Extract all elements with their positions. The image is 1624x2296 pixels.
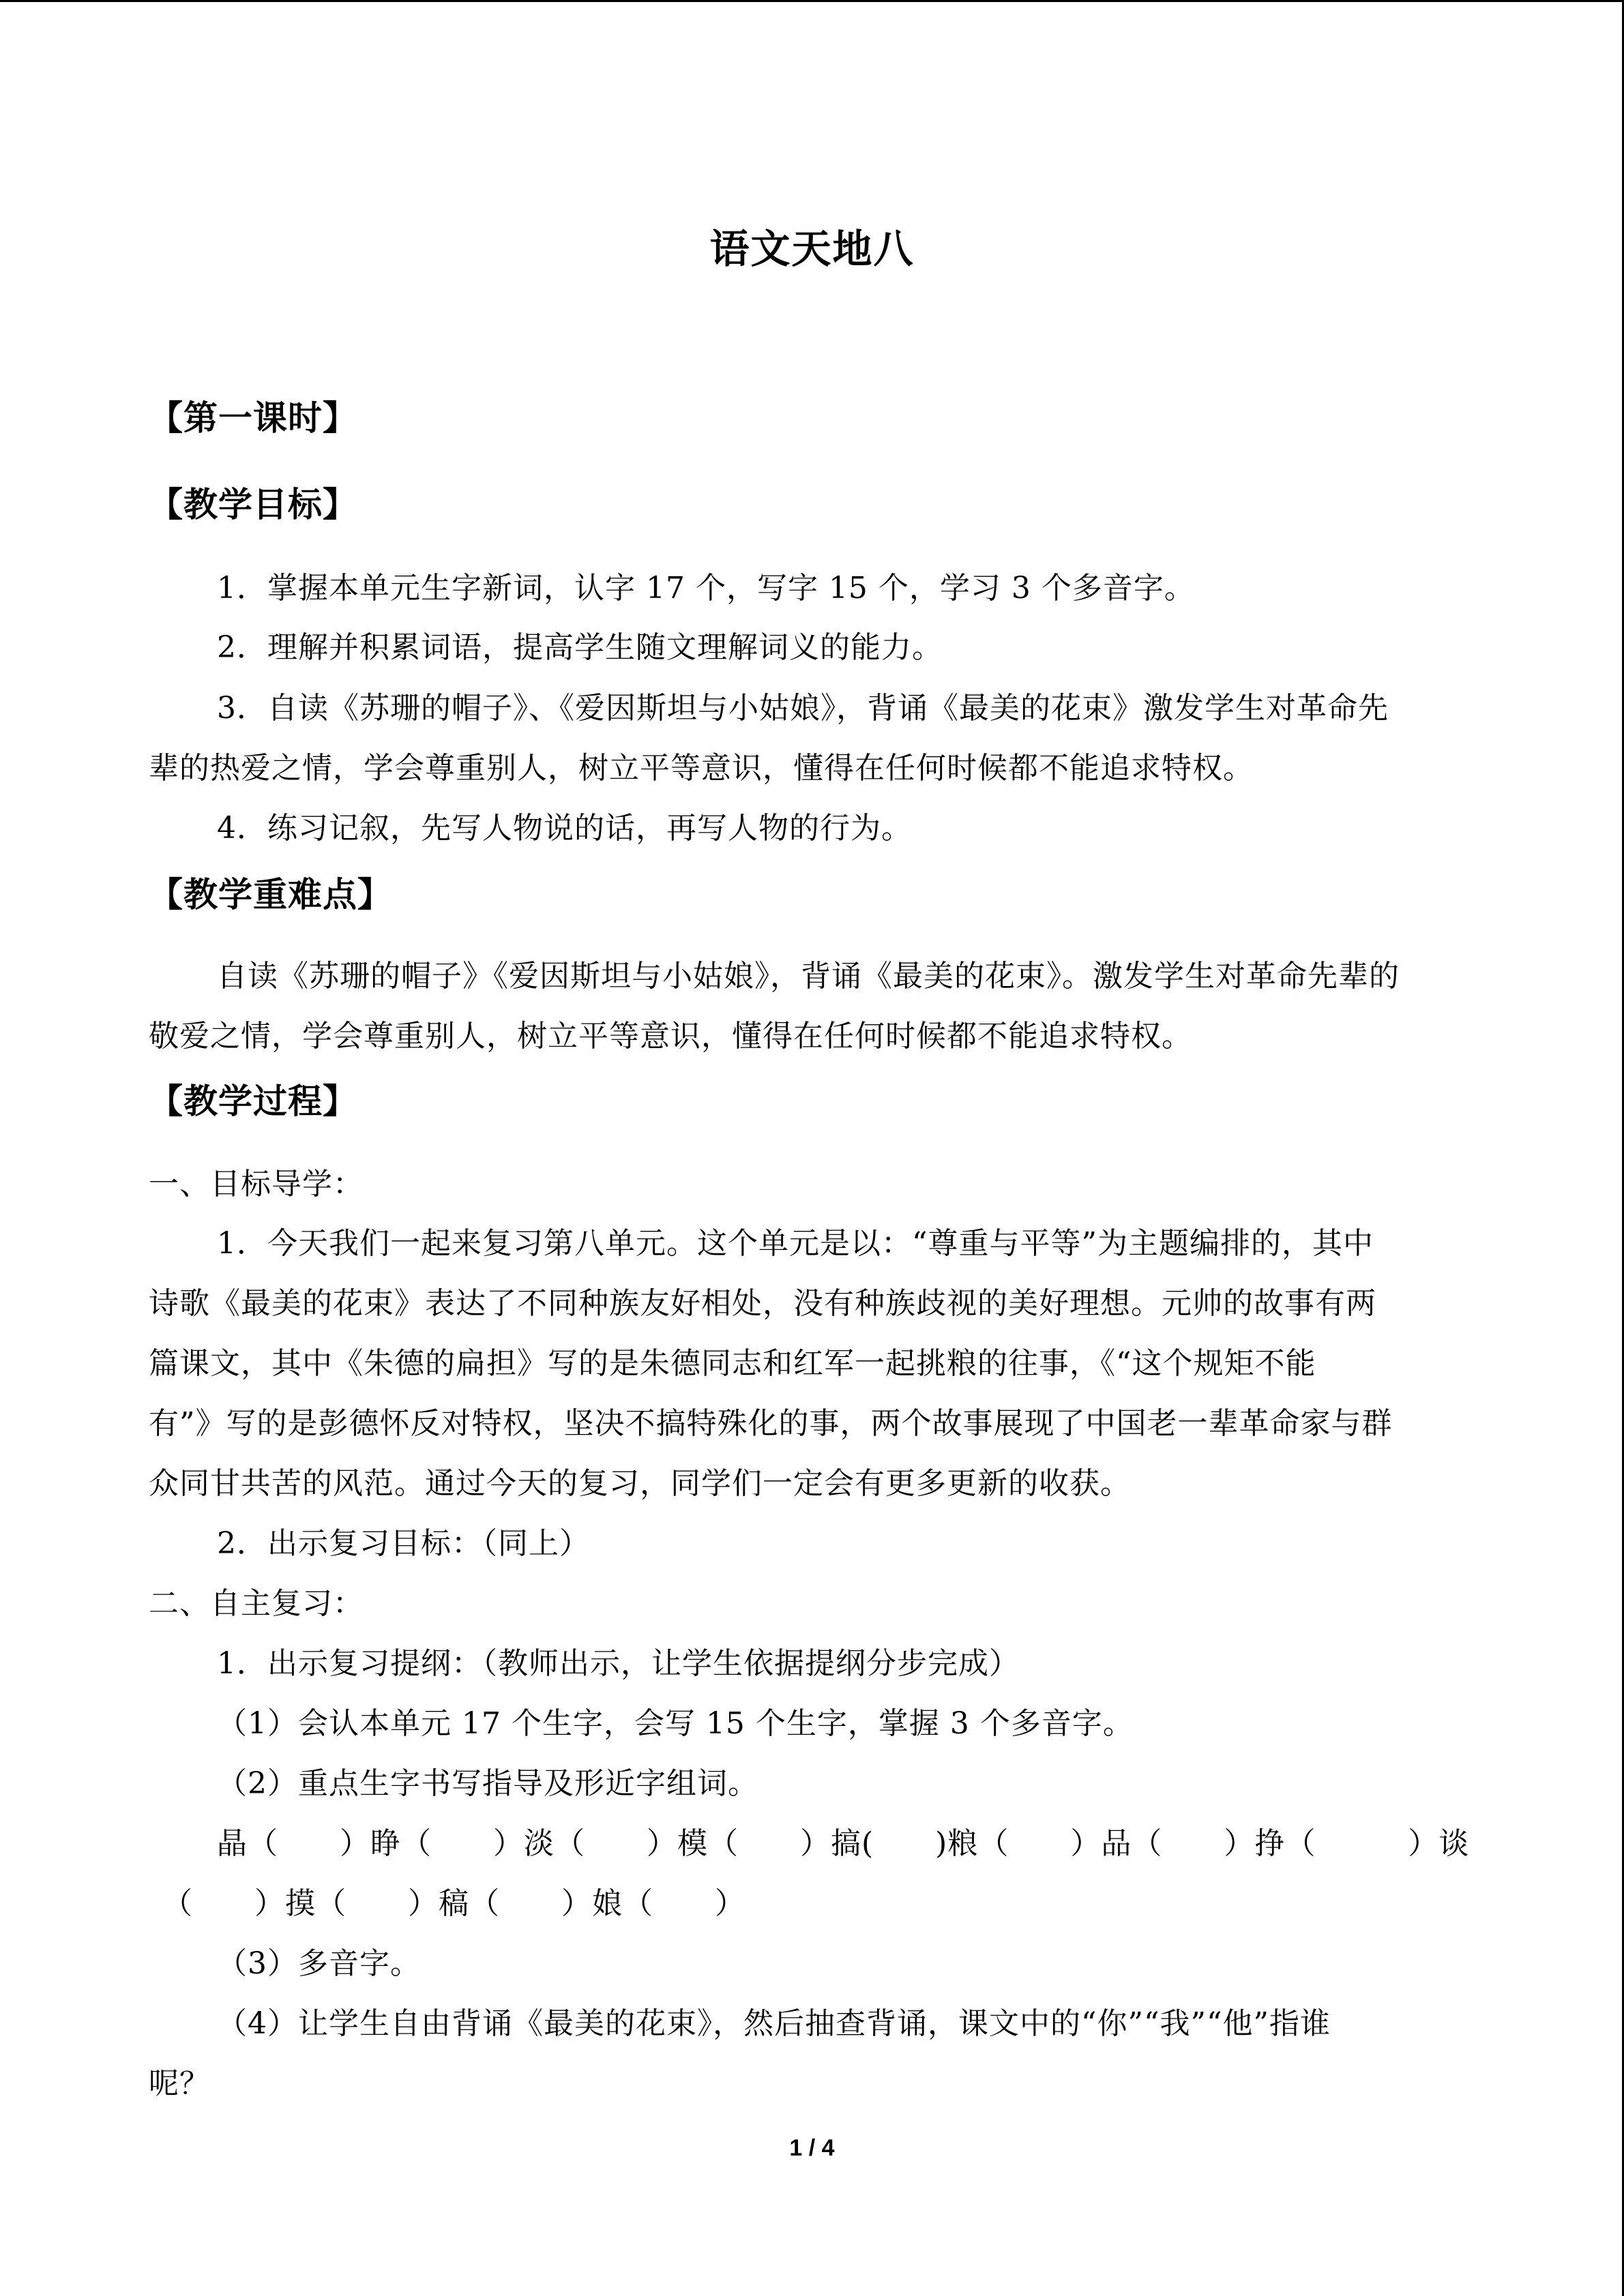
page-number: 1 / 4 <box>789 2135 835 2161</box>
process-paragraph-line-5: 众同甘共苦的风范。通过今天的复习，同学们一定会有更多更新的收获。 <box>149 1466 1131 1501</box>
word-group-exercise-line-1: 晶（ ）睁（ ）淡（ ）模（ ）搞( )粮（ ）品（ ）挣（ ）谈 <box>217 1826 1470 1861</box>
goal-item-1: 1．掌握本单元生字新词，认字 17 个，写字 15 个，学习 3 个多音字。 <box>217 571 1195 606</box>
key-points-line-1: 自读《苏珊的帽子》《爱因斯坦与小姑娘》，背诵《最美的花束》。激发学生对革命先辈的 <box>217 959 1400 994</box>
goals-heading: 【教学目标】 <box>149 484 357 524</box>
process-step-1-title: 一、目标导学： <box>149 1167 364 1202</box>
process-outline-item-1: （1）会认本单元 17 个生字，会写 15 个生字，掌握 3 个多音字。 <box>217 1706 1134 1741</box>
process-outline-item-2: （2）重点生字书写指导及形近字组词。 <box>217 1766 758 1801</box>
process-outline: 1．出示复习提纲：（教师出示，让学生依据提纲分步完成） <box>217 1646 1020 1681</box>
goal-item-2: 2．理解并积累词语，提高学生随文理解词义的能力。 <box>217 630 943 665</box>
goal-item-3-cont: 辈的热爱之情，学会尊重别人，树立平等意识，懂得在任何时候都不能追求特权。 <box>149 751 1254 786</box>
goal-item-3: 3．自读《苏珊的帽子》、《爱因斯坦与小姑娘》，背诵《最美的花束》激发学生对革命先 <box>217 691 1389 726</box>
process-outline-item-4: （4）让学生自由背诵《最美的花束》，然后抽查背诵，课文中的“你”“我”“他”指谁 <box>217 2006 1331 2041</box>
process-paragraph-line-2: 诗歌《最美的花束》表达了不同种族友好相处，没有种族歧视的美好理想。元帅的故事有两 <box>149 1286 1376 1321</box>
process-outline-item-3: （3）多音字。 <box>217 1946 421 1981</box>
process-paragraph-line-4: 有”》写的是彭德怀反对特权，坚决不搞特殊化的事，两个故事展现了中国老一辈革命家与群 <box>149 1406 1393 1441</box>
lesson-heading: 【第一课时】 <box>149 398 357 438</box>
key-points-heading: 【教学重难点】 <box>149 874 392 914</box>
process-step-2-title: 二、自主复习： <box>149 1586 364 1621</box>
process-heading: 【教学过程】 <box>149 1081 357 1121</box>
process-outline-item-4-cont: 呢？ <box>149 2066 210 2101</box>
word-group-exercise-line-2: （ ）摸（ ）稿（ ）娘（ ） <box>162 1886 745 1921</box>
process-review-goal: 2．出示复习目标：（同上） <box>217 1526 590 1561</box>
document-title: 语文天地八 <box>709 226 915 272</box>
process-paragraph-line-1: 1．今天我们一起来复习第八单元。这个单元是以：“尊重与平等”为主题编排的，其中 <box>217 1226 1374 1261</box>
process-paragraph-line-3: 篇课文，其中《朱德的扁担》写的是朱德同志和红军一起挑粮的往事，《“这个规矩不能 <box>149 1346 1316 1381</box>
goal-item-4: 4．练习记叙，先写人物说的话，再写人物的行为。 <box>217 811 912 846</box>
key-points-line-2: 敬爱之情，学会尊重别人，树立平等意识，懂得在任何时候都不能追求特权。 <box>149 1019 1192 1054</box>
